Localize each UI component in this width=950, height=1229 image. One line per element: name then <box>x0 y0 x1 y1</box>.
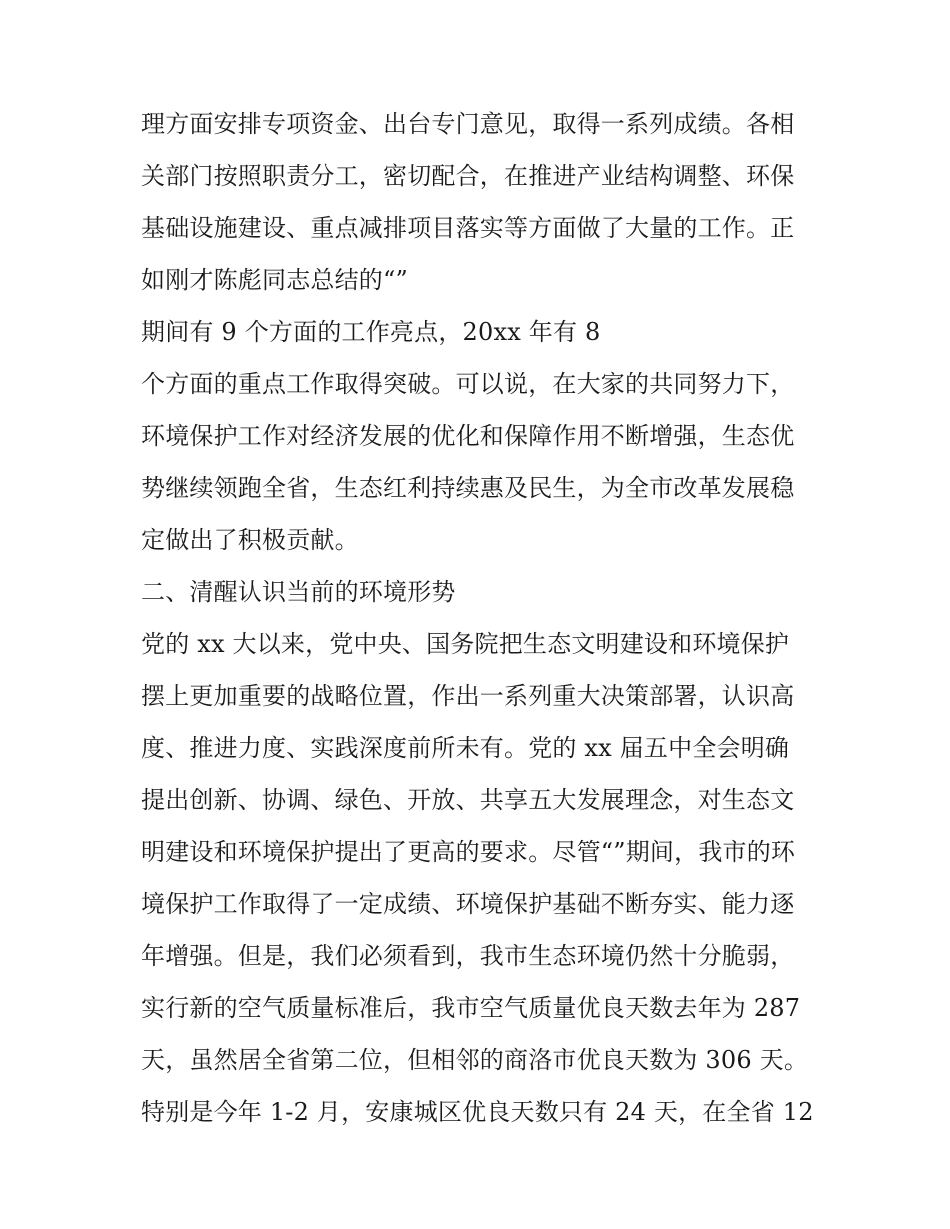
section-heading: 二、清醒认识当前的环境形势 <box>141 578 456 606</box>
text-line: 明建设和环境保护提出了更高的要求。尽管“”期间，我市的环 <box>141 838 796 866</box>
text-line: 境保护工作取得了一定成绩、环境保护基础不断夯实、能力逐 <box>141 890 795 918</box>
text-line: 定做出了积极贡献。 <box>141 526 359 554</box>
text-line: 实行新的空气质量标准后，我市空气质量优良天数去年为 287 <box>141 994 801 1022</box>
text-line: 天，虽然居全省第二位，但相邻的商洛市优良天数为 306 天。 <box>141 1046 809 1074</box>
text-line: 期间有 9 个方面的工作亮点，20xx 年有 8 <box>141 318 601 346</box>
text-line: 关部门按照职责分工，密切配合，在推进产业结构调整、环保 <box>141 162 795 190</box>
text-line: 摆上更加重要的战略位置，作出一系列重大决策部署，认识高 <box>141 682 795 710</box>
text-line: 势继续领跑全省，生态红利持续惠及民生，为全市改革发展稳 <box>141 474 795 502</box>
text-line: 理方面安排专项资金、出台专门意见，取得一系列成绩。各相 <box>141 110 795 138</box>
text-line: 基础设施建设、重点减排项目落实等方面做了大量的工作。正 <box>141 214 795 242</box>
text-line: 个方面的重点工作取得突破。可以说，在大家的共同努力下， <box>141 370 795 398</box>
text-line: 度、推进力度、实践深度前所未有。党的 xx 届五中全会明确 <box>141 734 790 762</box>
text-line: 环境保护工作对经济发展的优化和保障作用不断增强，生态优 <box>141 422 795 450</box>
text-line: 年增强。但是，我们必须看到，我市生态环境仍然十分脆弱， <box>141 942 795 970</box>
text-line: 提出创新、协调、绿色、开放、共享五大发展理念，对生态文 <box>141 786 795 814</box>
text-line: 如刚才陈彪同志总结的“” <box>141 266 408 294</box>
text-line: 党的 xx 大以来，党中央、国务院把生态文明建设和环境保护 <box>141 630 790 658</box>
document-body <box>141 104 831 1144</box>
text-line: 特别是今年 1-2 月，安康城区优良天数只有 24 天，在全省 12 <box>141 1098 814 1126</box>
